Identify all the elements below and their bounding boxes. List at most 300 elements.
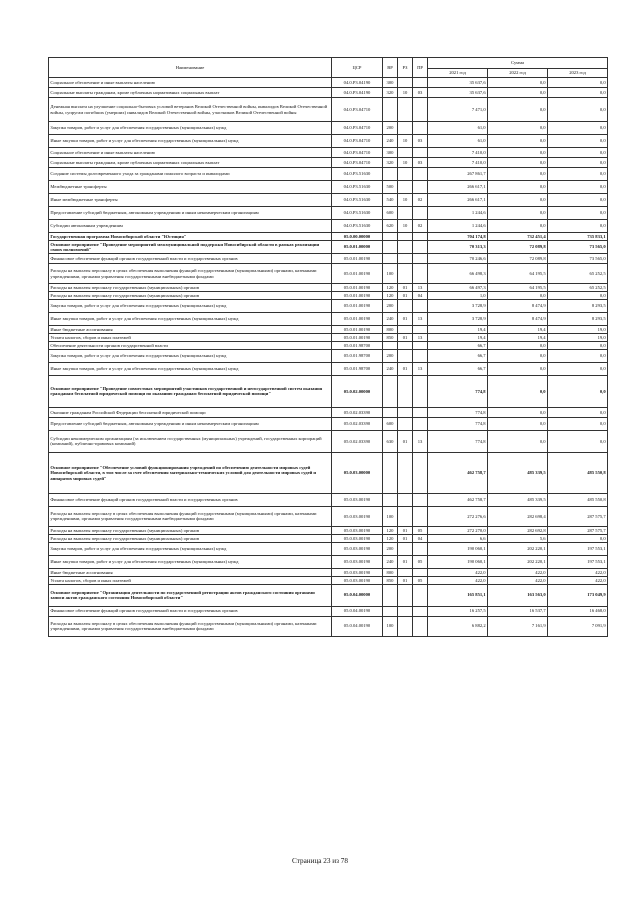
row-sum-2021: 165 851,1 <box>428 584 488 606</box>
header-year-2022: 2022 год <box>488 69 548 78</box>
header-year-2023: 2023 год <box>548 69 608 78</box>
row-sum-2021: 66 497,3 <box>428 284 488 292</box>
row-csr: 05.0.00.00000 <box>332 233 383 241</box>
row-sum-2023: 422,0 <box>548 568 608 576</box>
row-vr: 120 <box>383 292 398 300</box>
row-csr: 05.0.03.00190 <box>332 526 383 534</box>
row-sum-2023: 19,0 <box>548 326 608 334</box>
row-sum-2022: 422,0 <box>488 576 548 584</box>
table-row <box>49 341 608 349</box>
table-row <box>49 362 608 375</box>
row-sum-2022: 202 220,1 <box>488 542 548 555</box>
row-pr <box>413 606 428 616</box>
row-vr: 100 <box>383 506 398 526</box>
row-pr <box>413 122 428 135</box>
row-sum-2022: 282 698,4 <box>488 506 548 526</box>
row-pr <box>413 300 428 313</box>
row-vr: 100 <box>383 616 398 636</box>
row-sum-2023: 0,0 <box>548 135 608 148</box>
row-name: Обеспечение деятельности органов государственной власти <box>49 341 332 349</box>
row-rz <box>398 568 413 576</box>
row-sum-2023: 0,0 <box>548 341 608 349</box>
table-row <box>49 98 608 122</box>
row-vr <box>383 407 398 417</box>
row-sum-2023: 287 575,7 <box>548 506 608 526</box>
row-sum-2023: 0,0 <box>548 122 608 135</box>
row-sum-2021: 462 758,7 <box>428 452 488 493</box>
row-sum-2023: 0,0 <box>548 220 608 233</box>
row-pr: 04 <box>413 292 428 300</box>
row-rz <box>398 506 413 526</box>
row-sum-2021: 190 060,1 <box>428 555 488 568</box>
row-name: Финансовое обеспечение функций органов государственной власти и государственных органов <box>49 606 332 616</box>
header-pr: ПР <box>413 58 428 78</box>
row-csr: 04.0.P3.04190 <box>332 88 383 98</box>
row-csr: 05.0.01.98700 <box>332 341 383 349</box>
table-row <box>49 452 608 493</box>
row-pr <box>413 506 428 526</box>
row-sum-2021: 3 728,9 <box>428 300 488 313</box>
row-name: Закупка товаров, работ и услуг для обеспечения государственных (муниципальных) нужд <box>49 122 332 135</box>
table-row <box>49 326 608 334</box>
table-row <box>49 333 608 341</box>
row-vr: 240 <box>383 362 398 375</box>
table-row <box>49 88 608 98</box>
row-pr <box>413 264 428 284</box>
row-rz <box>398 78 413 88</box>
row-rz: 01 <box>398 284 413 292</box>
row-pr <box>413 542 428 555</box>
table-row <box>49 300 608 313</box>
row-rz: 10 <box>398 194 413 207</box>
row-csr: 05.0.03.00190 <box>332 493 383 506</box>
row-rz <box>398 606 413 616</box>
row-csr: 05.0.03.00000 <box>332 452 383 493</box>
table-row <box>49 616 608 636</box>
table-row <box>49 135 608 148</box>
row-name: Уплата налогов, сборов и иных платежей <box>49 333 332 341</box>
row-csr: 05.0.02.03390 <box>332 407 383 417</box>
row-sum-2022: 0,0 <box>488 168 548 181</box>
row-csr: 05.0.03.00190 <box>332 542 383 555</box>
row-name: Иные закупки товаров, работ и услуг для обеспечения государственных (муниципальных) нужд <box>49 555 332 568</box>
row-name: Расходы на выплаты персоналу в целях обеспечения выполнения функций государственными (муниципальными) органами, казенными учреждениями, органами управления государственными внебюджетными фондами <box>49 264 332 284</box>
row-sum-2021: 704 174,8 <box>428 233 488 241</box>
row-name: Иные бюджетные ассигнования <box>49 326 332 334</box>
row-pr: 13 <box>413 313 428 326</box>
row-sum-2023: 65 252,5 <box>548 284 608 292</box>
row-sum-2021: 66,7 <box>428 349 488 362</box>
row-csr: 05.0.02.00000 <box>332 375 383 407</box>
row-pr: 13 <box>413 430 428 452</box>
row-rz <box>398 233 413 241</box>
row-csr: 04.0.P3.51630 <box>332 207 383 220</box>
row-sum-2022: 163 563,0 <box>488 584 548 606</box>
row-csr: 04.0.P3.51630 <box>332 220 383 233</box>
row-csr: 04.0.P3.51630 <box>332 194 383 207</box>
row-sum-2021: 66,7 <box>428 362 488 375</box>
row-sum-2021: 774,8 <box>428 430 488 452</box>
row-csr: 05.0.01.98700 <box>332 362 383 375</box>
row-pr: 04 <box>413 534 428 542</box>
table-row <box>49 606 608 616</box>
row-vr: 620 <box>383 220 398 233</box>
table-row <box>49 493 608 506</box>
table-row <box>49 542 608 555</box>
row-name: Иные бюджетные ассигнования <box>49 568 332 576</box>
table-row <box>49 207 608 220</box>
row-rz <box>398 452 413 493</box>
row-vr <box>383 375 398 407</box>
row-rz: 01 <box>398 526 413 534</box>
table-row <box>49 407 608 417</box>
row-vr: 200 <box>383 300 398 313</box>
row-sum-2022: 0,0 <box>488 407 548 417</box>
row-sum-2023: 73 565,0 <box>548 240 608 253</box>
row-sum-2023: 287 575,7 <box>548 526 608 534</box>
row-csr: 05.0.02.03390 <box>332 417 383 430</box>
row-name: Иные межбюджетные трансферты <box>49 194 332 207</box>
table-row <box>49 194 608 207</box>
row-vr: 240 <box>383 135 398 148</box>
row-csr: 04.0.P3.04710 <box>332 148 383 158</box>
row-sum-2021: 422,0 <box>428 576 488 584</box>
row-sum-2022: 72 089,8 <box>488 254 548 264</box>
row-sum-2023: 197 553,1 <box>548 542 608 555</box>
row-csr: 05.0.04.00190 <box>332 616 383 636</box>
header-csr: ЦСР <box>332 58 383 78</box>
row-pr <box>413 181 428 194</box>
row-vr: 100 <box>383 264 398 284</box>
row-sum-2021: 66 498,3 <box>428 264 488 284</box>
row-sum-2022: 0,0 <box>488 88 548 98</box>
row-rz <box>398 616 413 636</box>
row-vr: 120 <box>383 526 398 534</box>
row-sum-2023: 422,0 <box>548 576 608 584</box>
row-pr <box>413 78 428 88</box>
row-sum-2021: 6,6 <box>428 534 488 542</box>
row-name: Иные закупки товаров, работ и услуг для обеспечения государственных (муниципальных) нужд <box>49 362 332 375</box>
row-sum-2023: 0,0 <box>548 292 608 300</box>
row-sum-2021: 19,4 <box>428 326 488 334</box>
row-csr: 04.0.P3.04710 <box>332 135 383 148</box>
row-sum-2021: 3 728,9 <box>428 313 488 326</box>
row-sum-2022: 72 089,8 <box>488 240 548 253</box>
table-row <box>49 555 608 568</box>
row-vr: 200 <box>383 542 398 555</box>
row-vr: 800 <box>383 326 398 334</box>
row-sum-2021: 35 637,6 <box>428 78 488 88</box>
row-sum-2021: 70 313,3 <box>428 240 488 253</box>
table-row <box>49 240 608 253</box>
row-name: Субсидии автономным учреждениям <box>49 220 332 233</box>
row-csr: 04.0.P3.51630 <box>332 181 383 194</box>
row-name: Расходы на выплаты персоналу государственных (муниципальных) органов <box>49 292 332 300</box>
row-name: Государственная программа Новосибирской области "Юстиция" <box>49 233 332 241</box>
row-sum-2022: 0,0 <box>488 135 548 148</box>
table-row <box>49 417 608 430</box>
row-vr: 320 <box>383 158 398 168</box>
row-vr: 120 <box>383 284 398 292</box>
row-sum-2021: 774,8 <box>428 407 488 417</box>
row-sum-2023: 7 091,9 <box>548 616 608 636</box>
row-csr: 05.0.03.00190 <box>332 576 383 584</box>
row-sum-2021: 19,4 <box>428 333 488 341</box>
row-sum-2022: 0,0 <box>488 375 548 407</box>
row-name: Расходы на выплаты персоналу в целях обеспечения выполнения функций государственными (муниципальными) органами, казенными учреждениями, органами управления государственными внебюджетными фондами <box>49 506 332 526</box>
row-vr: 800 <box>383 568 398 576</box>
row-sum-2023: 8 293,5 <box>548 300 608 313</box>
row-vr <box>383 584 398 606</box>
row-sum-2023: 0,0 <box>548 148 608 158</box>
row-sum-2023: 0,0 <box>548 407 608 417</box>
row-sum-2022: 0,0 <box>488 220 548 233</box>
row-sum-2021: 7 410,0 <box>428 158 488 168</box>
row-csr: 05.0.01.98700 <box>332 349 383 362</box>
row-vr <box>383 493 398 506</box>
row-sum-2023: 0,0 <box>548 78 608 88</box>
row-rz <box>398 300 413 313</box>
row-pr <box>413 98 428 122</box>
row-csr: 04.0.P3.04710 <box>332 158 383 168</box>
row-vr: 850 <box>383 576 398 584</box>
row-sum-2021: 16 257,5 <box>428 606 488 616</box>
table-row <box>49 568 608 576</box>
row-name: Социальное обеспечение и иные выплаты населению <box>49 78 332 88</box>
table-row <box>49 158 608 168</box>
row-name: Закупка товаров, работ и услуг для обеспечения государственных (муниципальных) нужд <box>49 300 332 313</box>
row-vr: 240 <box>383 313 398 326</box>
row-sum-2021: 266 617,1 <box>428 181 488 194</box>
row-vr <box>383 452 398 493</box>
row-rz <box>398 375 413 407</box>
row-sum-2023: 0,0 <box>548 534 608 542</box>
row-rz <box>398 254 413 264</box>
row-csr: 05.0.03.00190 <box>332 534 383 542</box>
row-sum-2021: 774,8 <box>428 417 488 430</box>
row-vr: 850 <box>383 333 398 341</box>
row-rz: 10 <box>398 158 413 168</box>
row-sum-2021: 7 410,0 <box>428 148 488 158</box>
row-csr: 05.0.01.00190 <box>332 333 383 341</box>
row-pr: 02 <box>413 194 428 207</box>
row-pr <box>413 407 428 417</box>
row-csr: 04.0.P3.04710 <box>332 98 383 122</box>
row-vr <box>383 341 398 349</box>
row-pr <box>413 233 428 241</box>
row-sum-2021: 774,8 <box>428 375 488 407</box>
row-csr: 05.0.01.00190 <box>332 292 383 300</box>
row-sum-2022: 8 474,9 <box>488 313 548 326</box>
row-csr: 05.0.04.00190 <box>332 606 383 616</box>
row-sum-2021: 61,0 <box>428 122 488 135</box>
row-vr: 600 <box>383 207 398 220</box>
row-csr: 05.0.01.00000 <box>332 240 383 253</box>
table-row <box>49 576 608 584</box>
row-rz: 01 <box>398 292 413 300</box>
row-sum-2023: 0,0 <box>548 430 608 452</box>
row-name: Закупка товаров, работ и услуг для обеспечения государственных (муниципальных) нужд <box>49 542 332 555</box>
row-sum-2021: 1 244,6 <box>428 220 488 233</box>
row-pr <box>413 341 428 349</box>
row-sum-2022: 0,0 <box>488 292 548 300</box>
row-sum-2022: 0,0 <box>488 194 548 207</box>
table-body <box>49 78 608 637</box>
row-pr <box>413 326 428 334</box>
row-sum-2022: 64 195,5 <box>488 284 548 292</box>
row-sum-2023: 73 565,0 <box>548 254 608 264</box>
row-csr: 05.0.01.00190 <box>332 254 383 264</box>
row-vr <box>383 240 398 253</box>
row-sum-2021: 422,0 <box>428 568 488 576</box>
row-sum-2022: 5,6 <box>488 534 548 542</box>
row-rz: 01 <box>398 313 413 326</box>
header-name: Наименование <box>49 58 332 78</box>
row-sum-2022: 0,0 <box>488 430 548 452</box>
row-name: Финансовое обеспечение функций органов государственной власти и государственных органов <box>49 493 332 506</box>
row-csr: 04.0.P3.04190 <box>332 78 383 88</box>
table-row <box>49 254 608 264</box>
row-sum-2021: 266 617,1 <box>428 194 488 207</box>
row-sum-2021: 35 637,6 <box>428 88 488 98</box>
page-number: Страница 23 из 78 <box>292 857 348 865</box>
row-sum-2023: 16 468,0 <box>548 606 608 616</box>
row-sum-2021: 61,0 <box>428 135 488 148</box>
table-row <box>49 233 608 241</box>
row-sum-2023: 197 553,1 <box>548 555 608 568</box>
row-pr: 13 <box>413 333 428 341</box>
row-sum-2023: 735 833,1 <box>548 233 608 241</box>
row-rz: 01 <box>398 576 413 584</box>
row-name: Предоставление субсидий бюджетным, автономным учреждениям и иным некоммерческим организациям <box>49 417 332 430</box>
row-vr: 120 <box>383 534 398 542</box>
row-sum-2022: 282 692,8 <box>488 526 548 534</box>
row-rz <box>398 349 413 362</box>
row-sum-2022: 0,0 <box>488 207 548 220</box>
table-row <box>49 264 608 284</box>
row-vr <box>383 98 398 122</box>
row-name: Иные закупки товаров, работ и услуг для обеспечения государственных (муниципальных) нужд <box>49 313 332 326</box>
row-name: Денежная выплата на улучшение социально-бытовых условий ветеранов Великой Отечественной войны, инвалидов Великой Отечественной войны, супругам погибших (умерших) инвалидов Великой Отечественной войны, участников Великой Отечественной войны <box>49 98 332 122</box>
row-sum-2023: 485 550,8 <box>548 452 608 493</box>
row-pr <box>413 375 428 407</box>
row-vr: 540 <box>383 194 398 207</box>
row-sum-2023: 0,0 <box>548 181 608 194</box>
row-sum-2022: 0,0 <box>488 98 548 122</box>
row-sum-2022: 19,4 <box>488 333 548 341</box>
row-sum-2022: 0,0 <box>488 158 548 168</box>
row-pr: 13 <box>413 362 428 375</box>
row-csr: 04.0.P3.51630 <box>332 168 383 181</box>
row-name: Социальные выплаты гражданам, кроме публичных нормативных социальных выплат <box>49 88 332 98</box>
row-rz <box>398 407 413 417</box>
table-row <box>49 430 608 452</box>
row-rz: 10 <box>398 220 413 233</box>
row-rz <box>398 168 413 181</box>
row-name: Предоставление субсидий бюджетным, автономным учреждениям и иным некоммерческим организациям <box>49 207 332 220</box>
row-name: Создание системы долговременного ухода за гражданами пожилого возраста и инвалидами <box>49 168 332 181</box>
row-csr: 05.0.02.03390 <box>332 430 383 452</box>
row-sum-2023: 65 252,5 <box>548 264 608 284</box>
table-row <box>49 526 608 534</box>
row-rz: 10 <box>398 88 413 98</box>
row-pr <box>413 168 428 181</box>
row-sum-2022: 485 339,5 <box>488 452 548 493</box>
row-sum-2021: 7 471,0 <box>428 98 488 122</box>
row-sum-2022: 0,0 <box>488 362 548 375</box>
row-sum-2021: 6 882,2 <box>428 616 488 636</box>
header-vr: ВР <box>383 58 398 78</box>
row-name: Основное мероприятие "Обеспечение условий функционирования учреждений по обеспечению деятельности мировых судей Новосибирской области, в том числе за счет обеспечения материально-технических условий для деятельности мировых судей и аппаратов мировых судей" <box>49 452 332 493</box>
row-vr: 300 <box>383 148 398 158</box>
row-sum-2023: 0,0 <box>548 158 608 168</box>
row-rz <box>398 240 413 253</box>
row-rz: 01 <box>398 555 413 568</box>
row-pr: 13 <box>413 284 428 292</box>
row-csr: 05.0.04.00000 <box>332 584 383 606</box>
row-vr: 500 <box>383 181 398 194</box>
table-row <box>49 168 608 181</box>
table-row <box>49 148 608 158</box>
row-pr <box>413 240 428 253</box>
row-rz <box>398 98 413 122</box>
row-vr: 600 <box>383 417 398 430</box>
row-name: Расходы на выплаты персоналу государственных (муниципальных) органов <box>49 526 332 534</box>
row-name: Расходы на выплаты персоналу государственных (муниципальных) органов <box>49 284 332 292</box>
row-pr <box>413 452 428 493</box>
row-sum-2021: 1 244,6 <box>428 207 488 220</box>
row-rz <box>398 148 413 158</box>
row-pr: 02 <box>413 220 428 233</box>
row-pr <box>413 417 428 430</box>
row-rz: 01 <box>398 430 413 452</box>
row-pr <box>413 493 428 506</box>
row-csr: 05.0.03.00190 <box>332 555 383 568</box>
row-rz: 10 <box>398 135 413 148</box>
table-row <box>49 534 608 542</box>
row-vr: 200 <box>383 122 398 135</box>
row-sum-2023: 0,0 <box>548 168 608 181</box>
row-rz: 01 <box>398 362 413 375</box>
row-csr: 05.0.01.00190 <box>332 264 383 284</box>
row-sum-2021: 267 861,7 <box>428 168 488 181</box>
row-pr: 03 <box>413 158 428 168</box>
row-rz <box>398 122 413 135</box>
row-name: Социальные выплаты гражданам, кроме публичных нормативных социальных выплат <box>49 158 332 168</box>
row-pr <box>413 568 428 576</box>
budget-table-page <box>48 57 607 637</box>
table-row <box>49 78 608 88</box>
row-vr: 630 <box>383 430 398 452</box>
row-sum-2022: 0,0 <box>488 417 548 430</box>
table-row <box>49 313 608 326</box>
row-sum-2022: 485 339,5 <box>488 493 548 506</box>
row-sum-2022: 0,0 <box>488 181 548 194</box>
row-name: Оказание гражданам Российской Федерации бесплатной юридической помощи <box>49 407 332 417</box>
row-sum-2023: 0,0 <box>548 362 608 375</box>
row-sum-2023: 0,0 <box>548 98 608 122</box>
row-pr <box>413 349 428 362</box>
row-rz <box>398 493 413 506</box>
budget-table <box>48 57 608 637</box>
row-sum-2022: 19,4 <box>488 326 548 334</box>
row-sum-2022: 0,0 <box>488 349 548 362</box>
row-sum-2023: 0,0 <box>548 207 608 220</box>
table-row <box>49 292 608 300</box>
table-row <box>49 349 608 362</box>
header-rz: РЗ <box>398 58 413 78</box>
row-vr: 300 <box>383 78 398 88</box>
